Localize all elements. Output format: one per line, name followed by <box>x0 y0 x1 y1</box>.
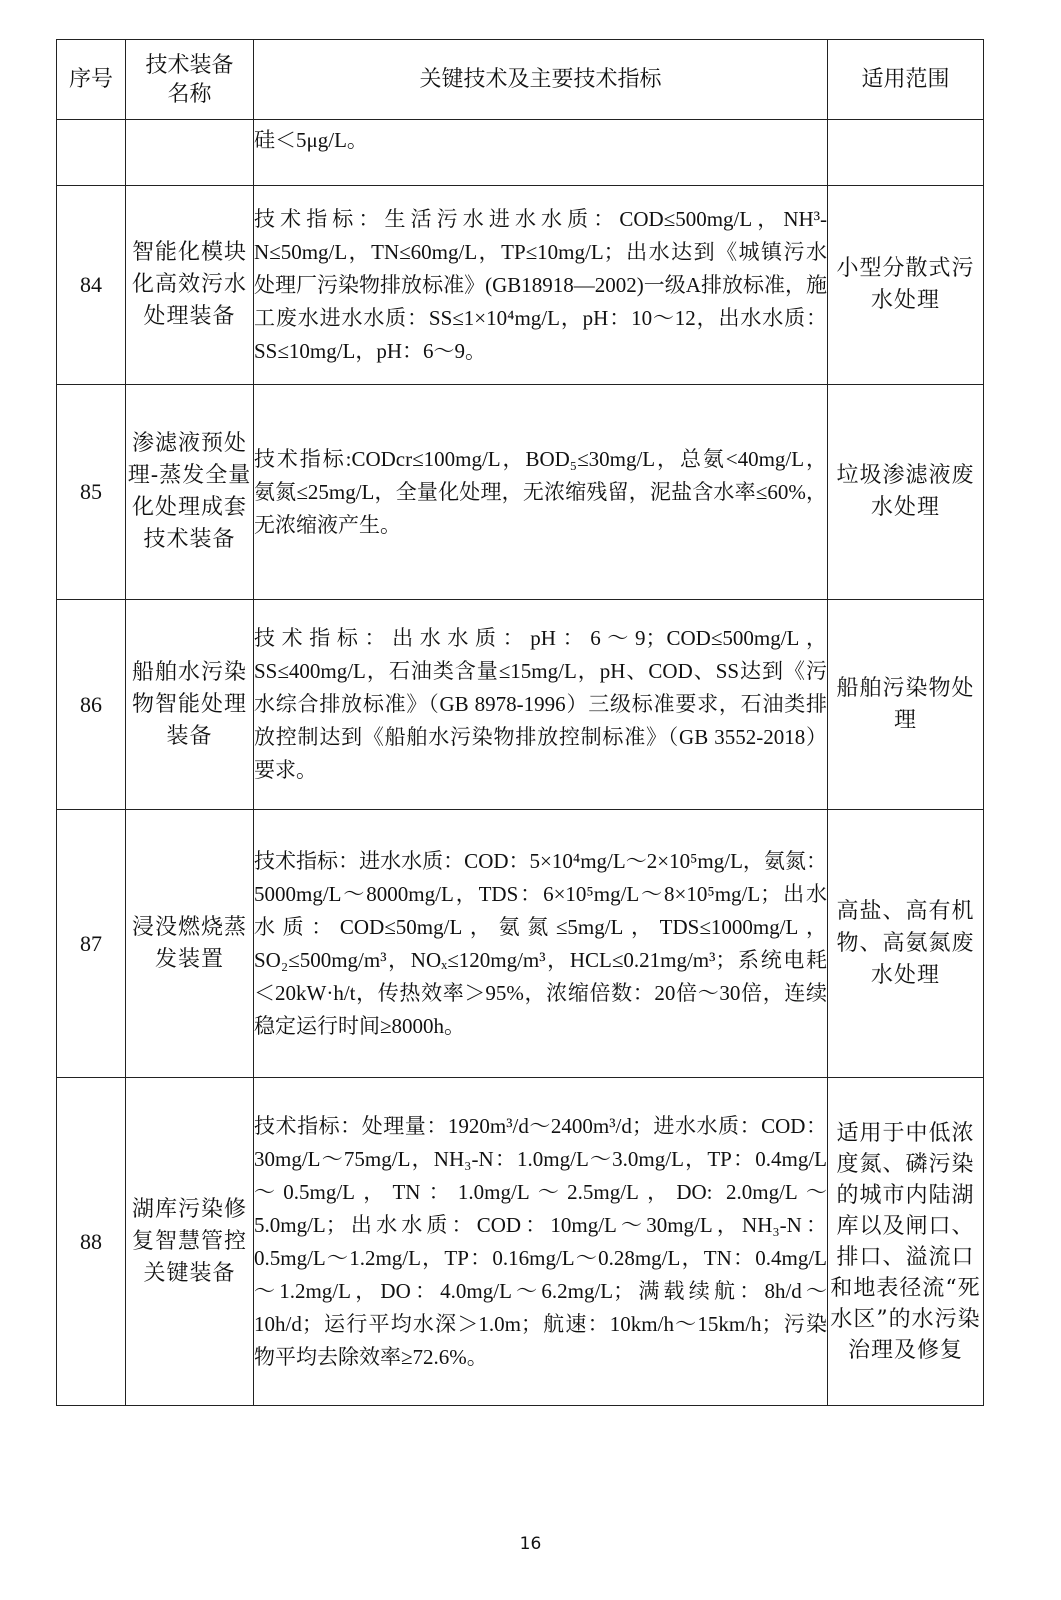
row-name: 渗滤液预处理-蒸发全量化处理成套技术装备 <box>126 385 254 600</box>
page-number: 16 <box>519 1534 542 1554</box>
row-scope: 船舶污染物处理 <box>828 600 984 810</box>
row-no: 88 <box>57 1078 126 1406</box>
table-row <box>57 120 984 186</box>
header-row <box>57 40 984 120</box>
row-no: 84 <box>57 186 126 385</box>
row-no <box>57 120 126 186</box>
row-name: 智能化模块化高效污水处理装备 <box>126 186 254 385</box>
row-indicators: 技术指标：处理量：1920m³/d～2400m³/d；进水水质：COD：30mg/L～75mg/L，NH₃-N：1.0mg/L～3.0mg/L，TP：0.4mg/L～0.5mg/L，TN：1.0mg/L～2.5mg/L，DO: 2.0mg/L～5.0mg/L；出水水质：COD：10mg/L～30mg/L，NH₃-N：0.5mg/L～1.2mg/L，TP：0.16mg/L～0.28mg/L，TN：0.4mg/L～1.2mg/L，DO：4.0mg/L～6.2mg/L；满载续航：8h/d～10h/d；运行平均水深＞1.0m；航速：10km/h～15km/h；污染物平均去除效率≥72.6%。 <box>254 1078 828 1406</box>
row-scope: 高盐、高有机物、高氨氮废水处理 <box>828 810 984 1078</box>
row-indicators: 技术指标：生活污水进水水质：COD≤500mg/L，NH³-N≤50mg/L，TN≤60mg/L，TP≤10mg/L；出水达到《城镇污水处理厂污染物排放标准》(GB18918—2002)一级A排放标准，施工废水进水水质：SS≤1×10⁴mg/L，pH：10～12，出水水质：SS≤10mg/L，pH：6～9。 <box>254 186 828 385</box>
row-scope <box>828 120 984 186</box>
row-indicators: 技术指标:CODcr≤100mg/L，BOD₅≤30mg/L，总氨<40mg/L，氨氮≤25mg/L，全量化处理，无浓缩残留，泥盐含水率≤60%，无浓缩液产生。 <box>254 385 828 600</box>
header-indicators: 关键技术及主要技术指标 <box>254 40 828 120</box>
equipment-table <box>56 39 984 1406</box>
row-indicators: 技术指标：出水水质：pH：6～9；COD≤500mg/L，SS≤400mg/L，石油类含量≤15mg/L，pH、COD、SS达到《污水综合排放标准》（GB 8978-1996）三级标准要求，石油类排放控制达到《船舶水污染物排放控制标准》（GB 3552-2018）要求。 <box>254 600 828 810</box>
row-scope: 适用于中低浓度氮、磷污染的城市内陆湖库以及闸口、排口、溢流口和地表径流“死水区”的水污染治理及修复 <box>828 1078 984 1406</box>
row-scope: 垃圾渗滤液废水处理 <box>828 385 984 600</box>
header-name: 技术装备名称 <box>126 40 254 120</box>
row-no: 86 <box>57 600 126 810</box>
row-indicators: 硅＜5μg/L。 <box>254 120 828 186</box>
table-row <box>57 810 984 1078</box>
row-no: 87 <box>57 810 126 1078</box>
table-row <box>57 600 984 810</box>
row-no: 85 <box>57 385 126 600</box>
header-no: 序号 <box>57 40 126 120</box>
header-scope: 适用范围 <box>828 40 984 120</box>
row-indicators: 技术指标：进水水质：COD：5×10⁴mg/L～2×10⁵mg/L，氨氮：5000mg/L～8000mg/L，TDS：6×10⁵mg/L～8×10⁵mg/L；出水水质：COD≤50mg/L，氨氮≤5mg/L，TDS≤1000mg/L，SO₂≤500mg/m³，NOₓ≤120mg/m³，HCL≤0.21mg/m³；系统电耗＜20kW·h/t，传热效率＞95%，浓缩倍数：20倍～30倍，连续稳定运行时间≥8000h。 <box>254 810 828 1078</box>
row-name <box>126 120 254 186</box>
row-name: 浸没燃烧蒸发装置 <box>126 810 254 1078</box>
row-name: 船舶水污染物智能处理装备 <box>126 600 254 810</box>
row-scope: 小型分散式污水处理 <box>828 186 984 385</box>
row-name: 湖库污染修复智慧管控关键装备 <box>126 1078 254 1406</box>
table-row <box>57 385 984 600</box>
table-row <box>57 186 984 385</box>
table-row <box>57 1078 984 1406</box>
